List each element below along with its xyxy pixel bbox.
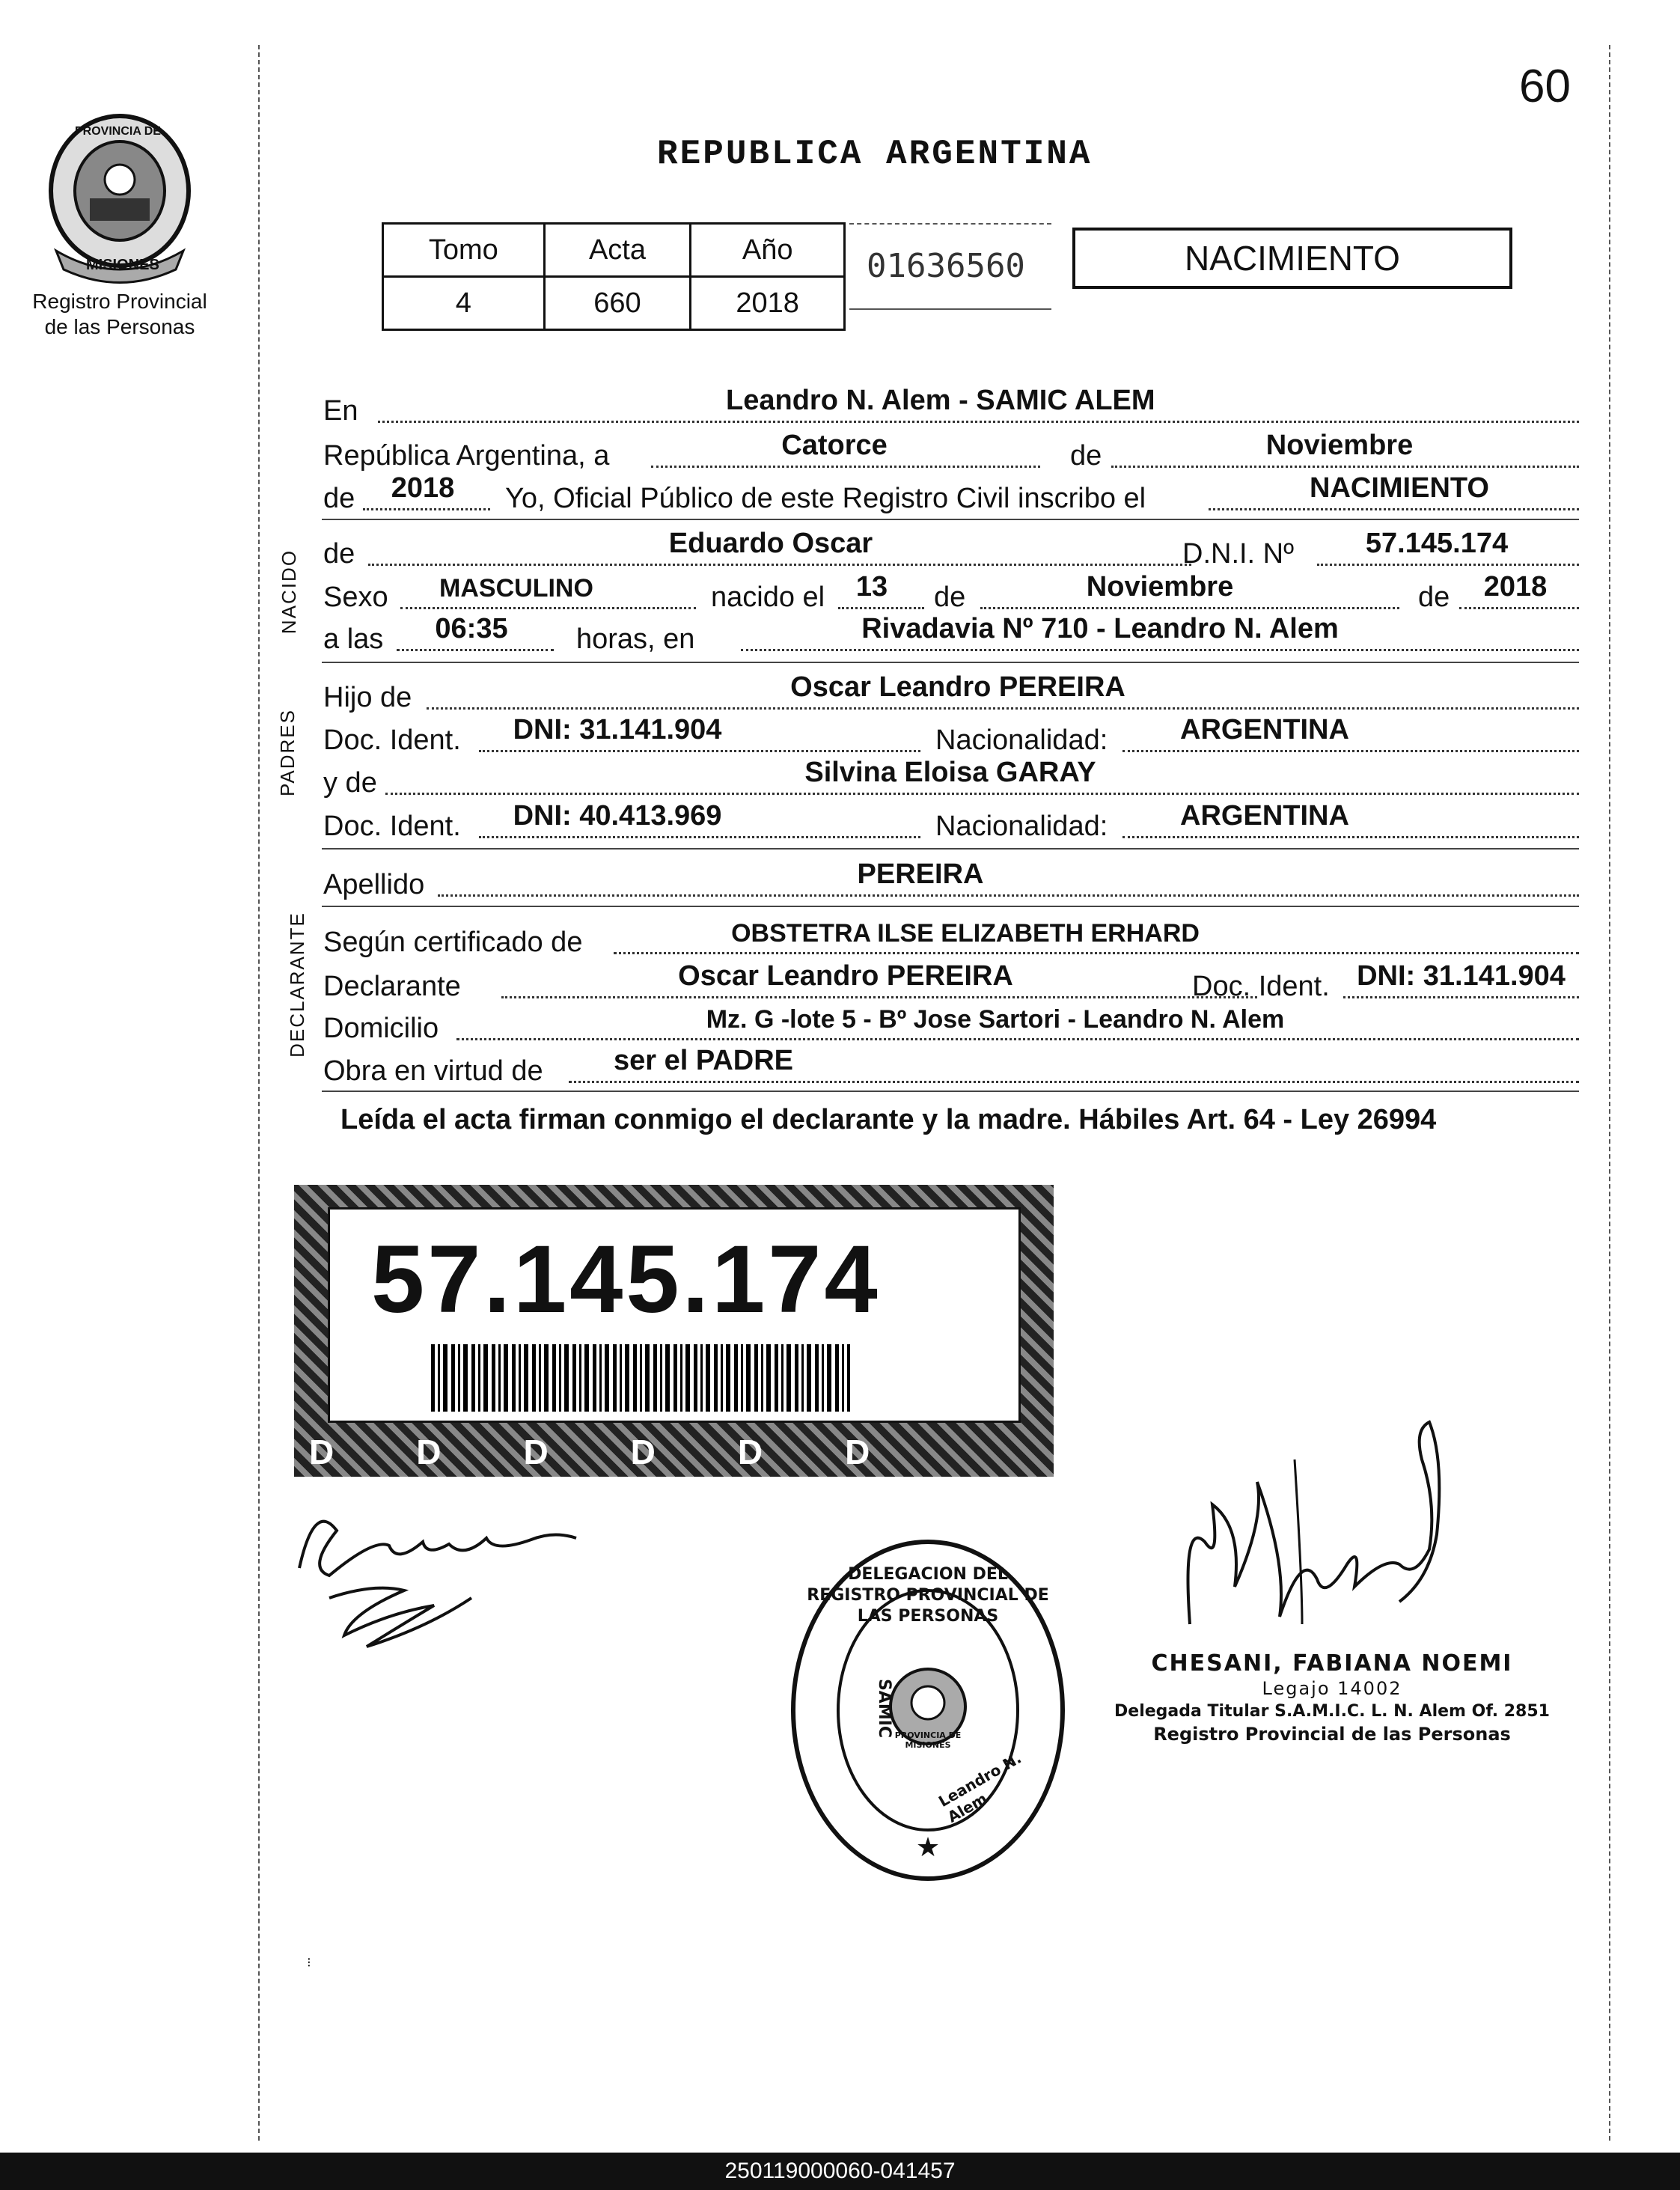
page-title: REPUBLICA ARGENTINA: [657, 135, 1093, 174]
child-dni-value: 57.145.174: [1365, 528, 1509, 559]
acta-table: [382, 222, 846, 331]
row-mother-doc: [322, 801, 1579, 844]
row-obra: [322, 1046, 1579, 1089]
domicilio-value: Mz. G -lote 5 - Bº Jose Sartori - Leandro N. Alem: [706, 1005, 1285, 1034]
section-label-padres: PADRES: [276, 709, 299, 796]
row-certificado: [322, 917, 1579, 960]
row-nacido-hora: [322, 614, 1579, 657]
row-en: [322, 385, 1579, 429]
signature-pereira: [284, 1486, 599, 1658]
label-de-birth-month: de: [934, 582, 966, 613]
child-name-value: Eduardo Oscar: [668, 528, 873, 559]
birth-day-value: 13: [855, 571, 888, 603]
row-father-doc: [322, 715, 1579, 758]
record-type-box: NACIMIENTO: [1072, 228, 1512, 289]
label-de-birth-year: de: [1418, 582, 1450, 613]
year-value: 2018: [391, 472, 455, 504]
official-position: Delegada Titular S.A.M.I.C. L. N. Alem Of. 2851: [1114, 1702, 1550, 1721]
section-label-declarante: DECLARANTE: [285, 912, 308, 1058]
dni-sticker: [294, 1185, 1054, 1477]
birth-time-value: 06:35: [435, 613, 508, 644]
label-obra: Obra en virtud de: [323, 1055, 543, 1087]
misiones-seal: [41, 109, 198, 288]
declarante-value: Oscar Leandro PEREIRA: [678, 960, 1013, 992]
father-name-value: Oscar Leandro PEREIRA: [790, 671, 1125, 703]
signature-left-text: [337, 1504, 340, 1505]
official-legajo: Legajo 14002: [1262, 1678, 1402, 1699]
obra-value: ser el PADRE: [613, 1045, 794, 1076]
label-republica: República Argentina, a: [323, 440, 610, 472]
footer-code: 250119000060-041457: [0, 2153, 1680, 2190]
place-value: Leandro N. Alem - SAMIC ALEM: [726, 385, 1155, 416]
signature-chesani: [1175, 1415, 1512, 1639]
label-apellido: Apellido: [323, 869, 425, 900]
father-nat-value: ARGENTINA: [1180, 714, 1349, 745]
row-declarante: [322, 961, 1579, 1004]
month-value: Noviembre: [1265, 430, 1414, 461]
stamp-center-left: SAMIC: [875, 1678, 894, 1739]
father-doc-value: DNI: 31.141.904: [513, 714, 722, 745]
label-mother-doc: Doc. Ident.: [323, 811, 461, 842]
apellido-value: PEREIRA: [857, 858, 984, 890]
acta-header-tomo: Tomo: [383, 224, 545, 277]
label-declarante-doc: Doc. Ident.: [1192, 971, 1330, 1002]
dni-barcode: [431, 1344, 850, 1412]
acta-value-anio: 2018: [691, 277, 845, 330]
label-father-nat: Nacionalidad:: [935, 725, 1108, 756]
mother-doc-value: DNI: 40.413.969: [513, 800, 722, 832]
page-number: 60: [1519, 61, 1571, 112]
birth-month-value: Noviembre: [1086, 571, 1234, 603]
label-en: En: [323, 395, 358, 427]
serial-number: 01636560: [867, 247, 1025, 285]
official-block: [1070, 1650, 1594, 1745]
acta-value-acta: 660: [544, 277, 691, 330]
delegation-stamp: [786, 1534, 1070, 1886]
acta-header-anio: Año: [691, 224, 845, 277]
row-hijo-de: [322, 672, 1579, 716]
serial-bracket: [849, 223, 1051, 254]
label-father-doc: Doc. Ident.: [323, 725, 461, 756]
divider-declarante-top: [322, 906, 1579, 907]
seal-bottom-text: MISIONES: [86, 257, 159, 273]
seal-top-text: PROVINCIA DE: [75, 125, 161, 138]
sexo-value: MASCULINO: [439, 574, 593, 603]
svg-text:★: ★: [915, 1831, 941, 1862]
birth-place-value: Rivadavia Nº 710 - Leandro N. Alem: [861, 613, 1339, 644]
row-republica: [322, 430, 1579, 474]
label-dni: D.N.I. Nº: [1182, 538, 1294, 570]
registry-line-2: de las Personas: [44, 315, 195, 338]
label-hijo-de: Hijo de: [323, 682, 412, 713]
row-apellido: [322, 859, 1579, 903]
label-sexo: Sexo: [323, 582, 388, 613]
stamp-center-right: Leandro N. Alem: [935, 1748, 1024, 1826]
left-margin-line: [258, 45, 260, 2141]
label-declarante: Declarante: [323, 971, 461, 1002]
section-label-nacido: NACIDO: [278, 549, 301, 635]
dni-pattern-letters: DDDDDD: [309, 1433, 953, 1471]
inscribed-value: NACIMIENTO: [1310, 472, 1489, 504]
divider-padres-top: [322, 662, 1579, 663]
row-nacido-sexo: [322, 572, 1579, 615]
stamp-inner-seal: PROVINCIA DE MISIONES: [894, 1730, 962, 1750]
declarante-doc-value: DNI: 31.141.904: [1357, 960, 1566, 992]
label-de-month: de: [1070, 440, 1102, 472]
acta-value-tomo: 4: [383, 277, 545, 330]
registry-caption: [15, 289, 224, 340]
official-name: CHESANI, FABIANA NOEMI: [1151, 1650, 1513, 1677]
stamp-ring-text: DELEGACION DEL REGISTRO PROVINCIAL DE LAS PERSONAS: [807, 1565, 1049, 1626]
label-de-name: de: [323, 538, 355, 570]
row-domicilio: [322, 1003, 1579, 1046]
reading-note: Leída el acta firman conmigo el declarante y la madre. Hábiles Art. 64 - Ley 26994: [340, 1104, 1437, 1135]
row-y-de: [322, 757, 1579, 801]
label-a-las: a las: [323, 623, 384, 655]
mother-name-value: Silvina Eloisa GARAY: [804, 757, 1096, 788]
label-y-de: y de: [323, 767, 377, 799]
margin-mark: ⁝: [307, 1955, 311, 1970]
label-horas: horas, en: [576, 623, 695, 655]
day-written-value: Catorce: [781, 430, 888, 461]
right-margin-line: [1609, 45, 1610, 2141]
divider-nacido-top: [322, 519, 1579, 520]
label-domicilio: Domicilio: [323, 1013, 439, 1044]
official-registry: Registro Provincial de las Personas: [1153, 1724, 1511, 1745]
row-inscribo: [322, 473, 1579, 516]
serial-underline: [849, 308, 1051, 310]
dni-sticker-inner: [328, 1207, 1021, 1423]
registry-line-1: Registro Provincial: [32, 290, 207, 313]
certificado-value: OBSTETRA ILSE ELIZABETH ERHARD: [731, 919, 1200, 948]
dni-number: 57.145.174: [371, 1226, 881, 1333]
label-certificado: Según certificado de: [323, 927, 583, 958]
row-nacido-name: [322, 528, 1579, 572]
acta-header-acta: Acta: [544, 224, 691, 277]
mother-nat-value: ARGENTINA: [1180, 800, 1349, 832]
label-nacido-el: nacido el: [711, 582, 825, 613]
divider-declarante-bottom: [322, 1091, 1579, 1092]
divider-apellido-top: [322, 848, 1579, 850]
birth-year-value: 2018: [1483, 571, 1548, 603]
label-mother-nat: Nacionalidad:: [935, 811, 1108, 842]
label-inscribo: Yo, Oficial Público de este Registro Civil inscribo el: [505, 483, 1146, 514]
label-de-year: de: [323, 483, 355, 514]
